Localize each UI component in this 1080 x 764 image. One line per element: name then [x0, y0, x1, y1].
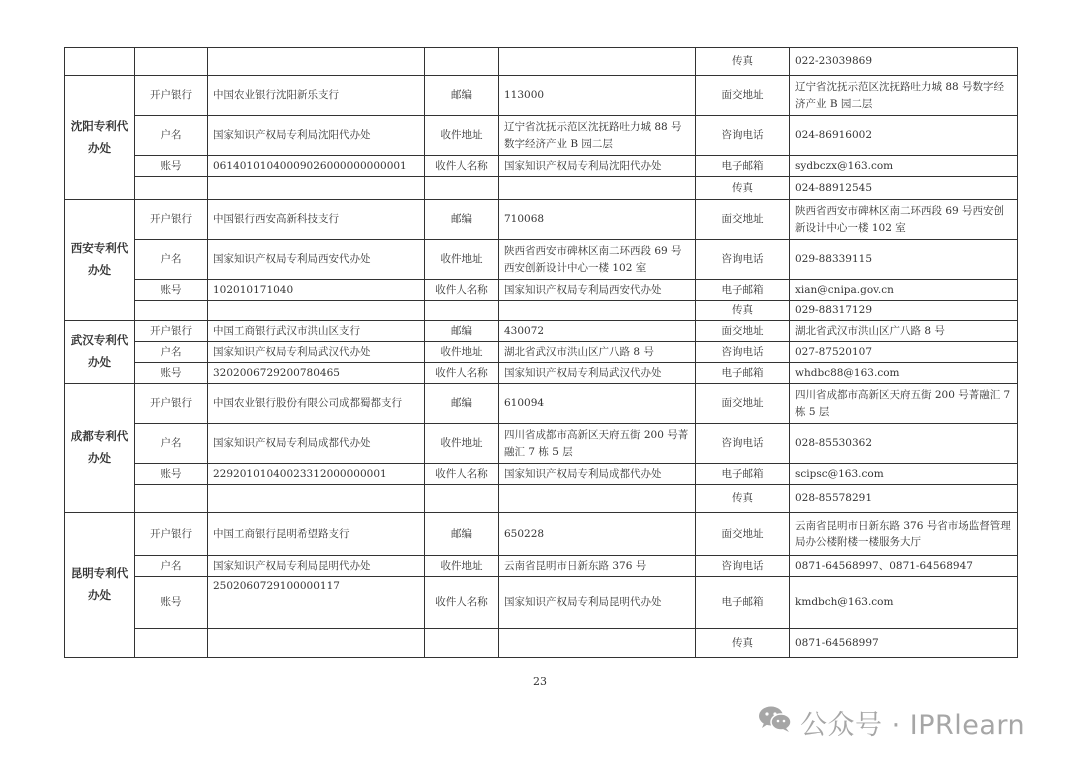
email-label: 电子邮箱: [696, 464, 790, 485]
account-name-label: 户名: [135, 556, 208, 577]
account-name-value: 国家知识产权局专利局成都代办处: [208, 424, 425, 464]
table-row: [65, 156, 1018, 177]
phone-label: 咨询电话: [696, 342, 790, 363]
table-row: [65, 363, 1018, 384]
walkin-address-label: 面交地址: [696, 321, 790, 342]
postcode-value: 610094: [499, 384, 696, 424]
field-label: [135, 177, 208, 200]
field-label: [135, 301, 208, 321]
field-label: [425, 485, 499, 513]
postcode-label: 邮编: [425, 321, 499, 342]
fax-value: 024-88912545: [790, 177, 1018, 200]
field-value: [208, 301, 425, 321]
table-row: [65, 177, 1018, 200]
table-row: [65, 513, 1018, 556]
recipient-value: 国家知识产权局专利局西安代办处: [499, 280, 696, 301]
table-row: [65, 48, 1018, 76]
postcode-label: 邮编: [425, 200, 499, 240]
email-label: 电子邮箱: [696, 280, 790, 301]
field-value: [499, 301, 696, 321]
recipient-label: 收件人名称: [425, 363, 499, 384]
table-row: [65, 556, 1018, 577]
postcode-label: 邮编: [425, 384, 499, 424]
fax-value: 022-23039869: [790, 48, 1018, 76]
account-number-label: 账号: [135, 577, 208, 629]
walkin-address-value: 陕西省西安市碑林区南二环西段 69 号西安创新设计中心一楼 102 室: [790, 200, 1018, 240]
field-value: [499, 629, 696, 658]
bank-label: 开户银行: [135, 76, 208, 116]
bank-label: 开户银行: [135, 513, 208, 556]
fax-value: 028-85578291: [790, 485, 1018, 513]
mail-address-label: 收件地址: [425, 342, 499, 363]
mail-address-label: 收件地址: [425, 116, 499, 156]
agency-contact-table: [64, 47, 1018, 658]
account-name-label: 户名: [135, 240, 208, 280]
table-row: [65, 240, 1018, 280]
bank-value: 中国工商银行昆明希望路支行: [208, 513, 425, 556]
field-value: [208, 177, 425, 200]
office-name-chengdu: 成都专利代办处: [65, 384, 135, 513]
recipient-label: 收件人名称: [425, 464, 499, 485]
bank-label: 开户银行: [135, 200, 208, 240]
office-name-shenyang: 沈阳专利代办处: [65, 76, 135, 200]
account-number-label: 账号: [135, 464, 208, 485]
mail-address-value: 湖北省武汉市洪山区广八路 8 号: [499, 342, 696, 363]
table-row: [65, 464, 1018, 485]
account-name-value: 国家知识产权局专利局沈阳代办处: [208, 116, 425, 156]
table-row: [65, 384, 1018, 424]
walkin-address-label: 面交地址: [696, 384, 790, 424]
phone-label: 咨询电话: [696, 556, 790, 577]
phone-value: 024-86916002: [790, 116, 1018, 156]
postcode-value: 650228: [499, 513, 696, 556]
bank-label: 开户银行: [135, 384, 208, 424]
table-row: [65, 629, 1018, 658]
office-name-cell: [65, 48, 135, 76]
table-row: [65, 321, 1018, 342]
field-label: [425, 177, 499, 200]
email-value: xian@cnipa.gov.cn: [790, 280, 1018, 301]
table-row: [65, 280, 1018, 301]
postcode-label: 邮编: [425, 513, 499, 556]
mail-address-value: 云南省昆明市日新东路 376 号: [499, 556, 696, 577]
postcode-value: 430072: [499, 321, 696, 342]
fax-label: 传真: [696, 48, 790, 76]
bank-value: 中国工商银行武汉市洪山区支行: [208, 321, 425, 342]
phone-label: 咨询电话: [696, 240, 790, 280]
field-label: [425, 48, 499, 76]
field-label: [135, 48, 208, 76]
phone-label: 咨询电话: [696, 116, 790, 156]
account-name-label: 户名: [135, 116, 208, 156]
account-number-label: 账号: [135, 280, 208, 301]
fax-label: 传真: [696, 485, 790, 513]
account-number-value: 102010171040: [208, 280, 425, 301]
recipient-value: 国家知识产权局专利局沈阳代办处: [499, 156, 696, 177]
field-label: [425, 301, 499, 321]
recipient-label: 收件人名称: [425, 577, 499, 629]
postcode-value: 710068: [499, 200, 696, 240]
mail-address-label: 收件地址: [425, 240, 499, 280]
field-value: [208, 485, 425, 513]
account-number-value: 06140101040009026000000000001: [208, 156, 425, 177]
mail-address-value: 四川省成都市高新区天府五街 200 号菁融汇 7 栋 5 层: [499, 424, 696, 464]
email-value: sydbczx@163.com: [790, 156, 1018, 177]
account-name-label: 户名: [135, 424, 208, 464]
email-value: whdbc88@163.com: [790, 363, 1018, 384]
email-value: kmdbch@163.com: [790, 577, 1018, 629]
table-row: [65, 200, 1018, 240]
mail-address-value: 陕西省西安市碑林区南二环西段 69 号西安创新设计中心一楼 102 室: [499, 240, 696, 280]
recipient-value: 国家知识产权局专利局昆明代办处: [499, 577, 696, 629]
field-label: [425, 629, 499, 658]
walkin-address-label: 面交地址: [696, 200, 790, 240]
table-row: [65, 301, 1018, 321]
recipient-label: 收件人名称: [425, 280, 499, 301]
fax-label: 传真: [696, 629, 790, 658]
bank-label: 开户银行: [135, 321, 208, 342]
account-name-value: 国家知识产权局专利局昆明代办处: [208, 556, 425, 577]
office-name-xian: 西安专利代办处: [65, 200, 135, 321]
phone-value: 0871-64568997、0871-64568947: [790, 556, 1018, 577]
email-value: scipsc@163.com: [790, 464, 1018, 485]
fax-label: 传真: [696, 301, 790, 321]
walkin-address-value: 云南省昆明市日新东路 376 号省市场监督管理局办公楼附楼一楼服务大厅: [790, 513, 1018, 556]
watermark: [758, 702, 1025, 742]
walkin-address-value: 湖北省武汉市洪山区广八路 8 号: [790, 321, 1018, 342]
account-name-value: 国家知识产权局专利局武汉代办处: [208, 342, 425, 363]
account-number-label: 账号: [135, 156, 208, 177]
fax-value: 0871-64568997: [790, 629, 1018, 658]
field-value: [499, 48, 696, 76]
account-number-value: 3202006729200780465: [208, 363, 425, 384]
postcode-label: 邮编: [425, 76, 499, 116]
table-row: [65, 116, 1018, 156]
field-value: [499, 485, 696, 513]
recipient-value: 国家知识产权局专利局成都代办处: [499, 464, 696, 485]
office-name-wuhan: 武汉专利代办处: [65, 321, 135, 384]
table-row: [65, 577, 1018, 629]
recipient-label: 收件人名称: [425, 156, 499, 177]
mail-address-label: 收件地址: [425, 556, 499, 577]
walkin-address-value: 辽宁省沈抚示范区沈抚路吐力城 88 号数字经济产业 B 园二层: [790, 76, 1018, 116]
watermark-text: 公众号 · IPRlearn: [800, 709, 1026, 741]
account-name-label: 户名: [135, 342, 208, 363]
bank-value: 中国银行西安高新科技支行: [208, 200, 425, 240]
email-label: 电子邮箱: [696, 156, 790, 177]
walkin-address-label: 面交地址: [696, 76, 790, 116]
field-value: [208, 629, 425, 658]
table-row: [65, 485, 1018, 513]
phone-value: 027-87520107: [790, 342, 1018, 363]
table-row: [65, 424, 1018, 464]
field-value: [208, 48, 425, 76]
email-label: 电子邮箱: [696, 363, 790, 384]
page-number: 23: [533, 675, 547, 688]
office-name-kunming: 昆明专利代办处: [65, 513, 135, 658]
bank-value: 中国农业银行沈阳新乐支行: [208, 76, 425, 116]
mail-address-label: 收件地址: [425, 424, 499, 464]
account-name-value: 国家知识产权局专利局西安代办处: [208, 240, 425, 280]
recipient-value: 国家知识产权局专利局武汉代办处: [499, 363, 696, 384]
phone-value: 028-85530362: [790, 424, 1018, 464]
field-value: [499, 177, 696, 200]
account-number-value: 2502060729100000117: [208, 577, 425, 629]
phone-value: 029-88339115: [790, 240, 1018, 280]
field-label: [135, 629, 208, 658]
table-row: [65, 76, 1018, 116]
table-row: [65, 342, 1018, 363]
field-label: [135, 485, 208, 513]
bank-value: 中国农业银行股份有限公司成都蜀都支行: [208, 384, 425, 424]
wechat-icon: [758, 705, 800, 740]
account-number-value: 22920101040023312000000001: [208, 464, 425, 485]
postcode-value: 113000: [499, 76, 696, 116]
fax-label: 传真: [696, 177, 790, 200]
email-label: 电子邮箱: [696, 577, 790, 629]
walkin-address-value: 四川省成都市高新区天府五街 200 号菁融汇 7 栋 5 层: [790, 384, 1018, 424]
fax-value: 029-88317129: [790, 301, 1018, 321]
phone-label: 咨询电话: [696, 424, 790, 464]
mail-address-value: 辽宁省沈抚示范区沈抚路吐力城 88 号数字经济产业 B 园二层: [499, 116, 696, 156]
account-number-label: 账号: [135, 363, 208, 384]
walkin-address-label: 面交地址: [696, 513, 790, 556]
